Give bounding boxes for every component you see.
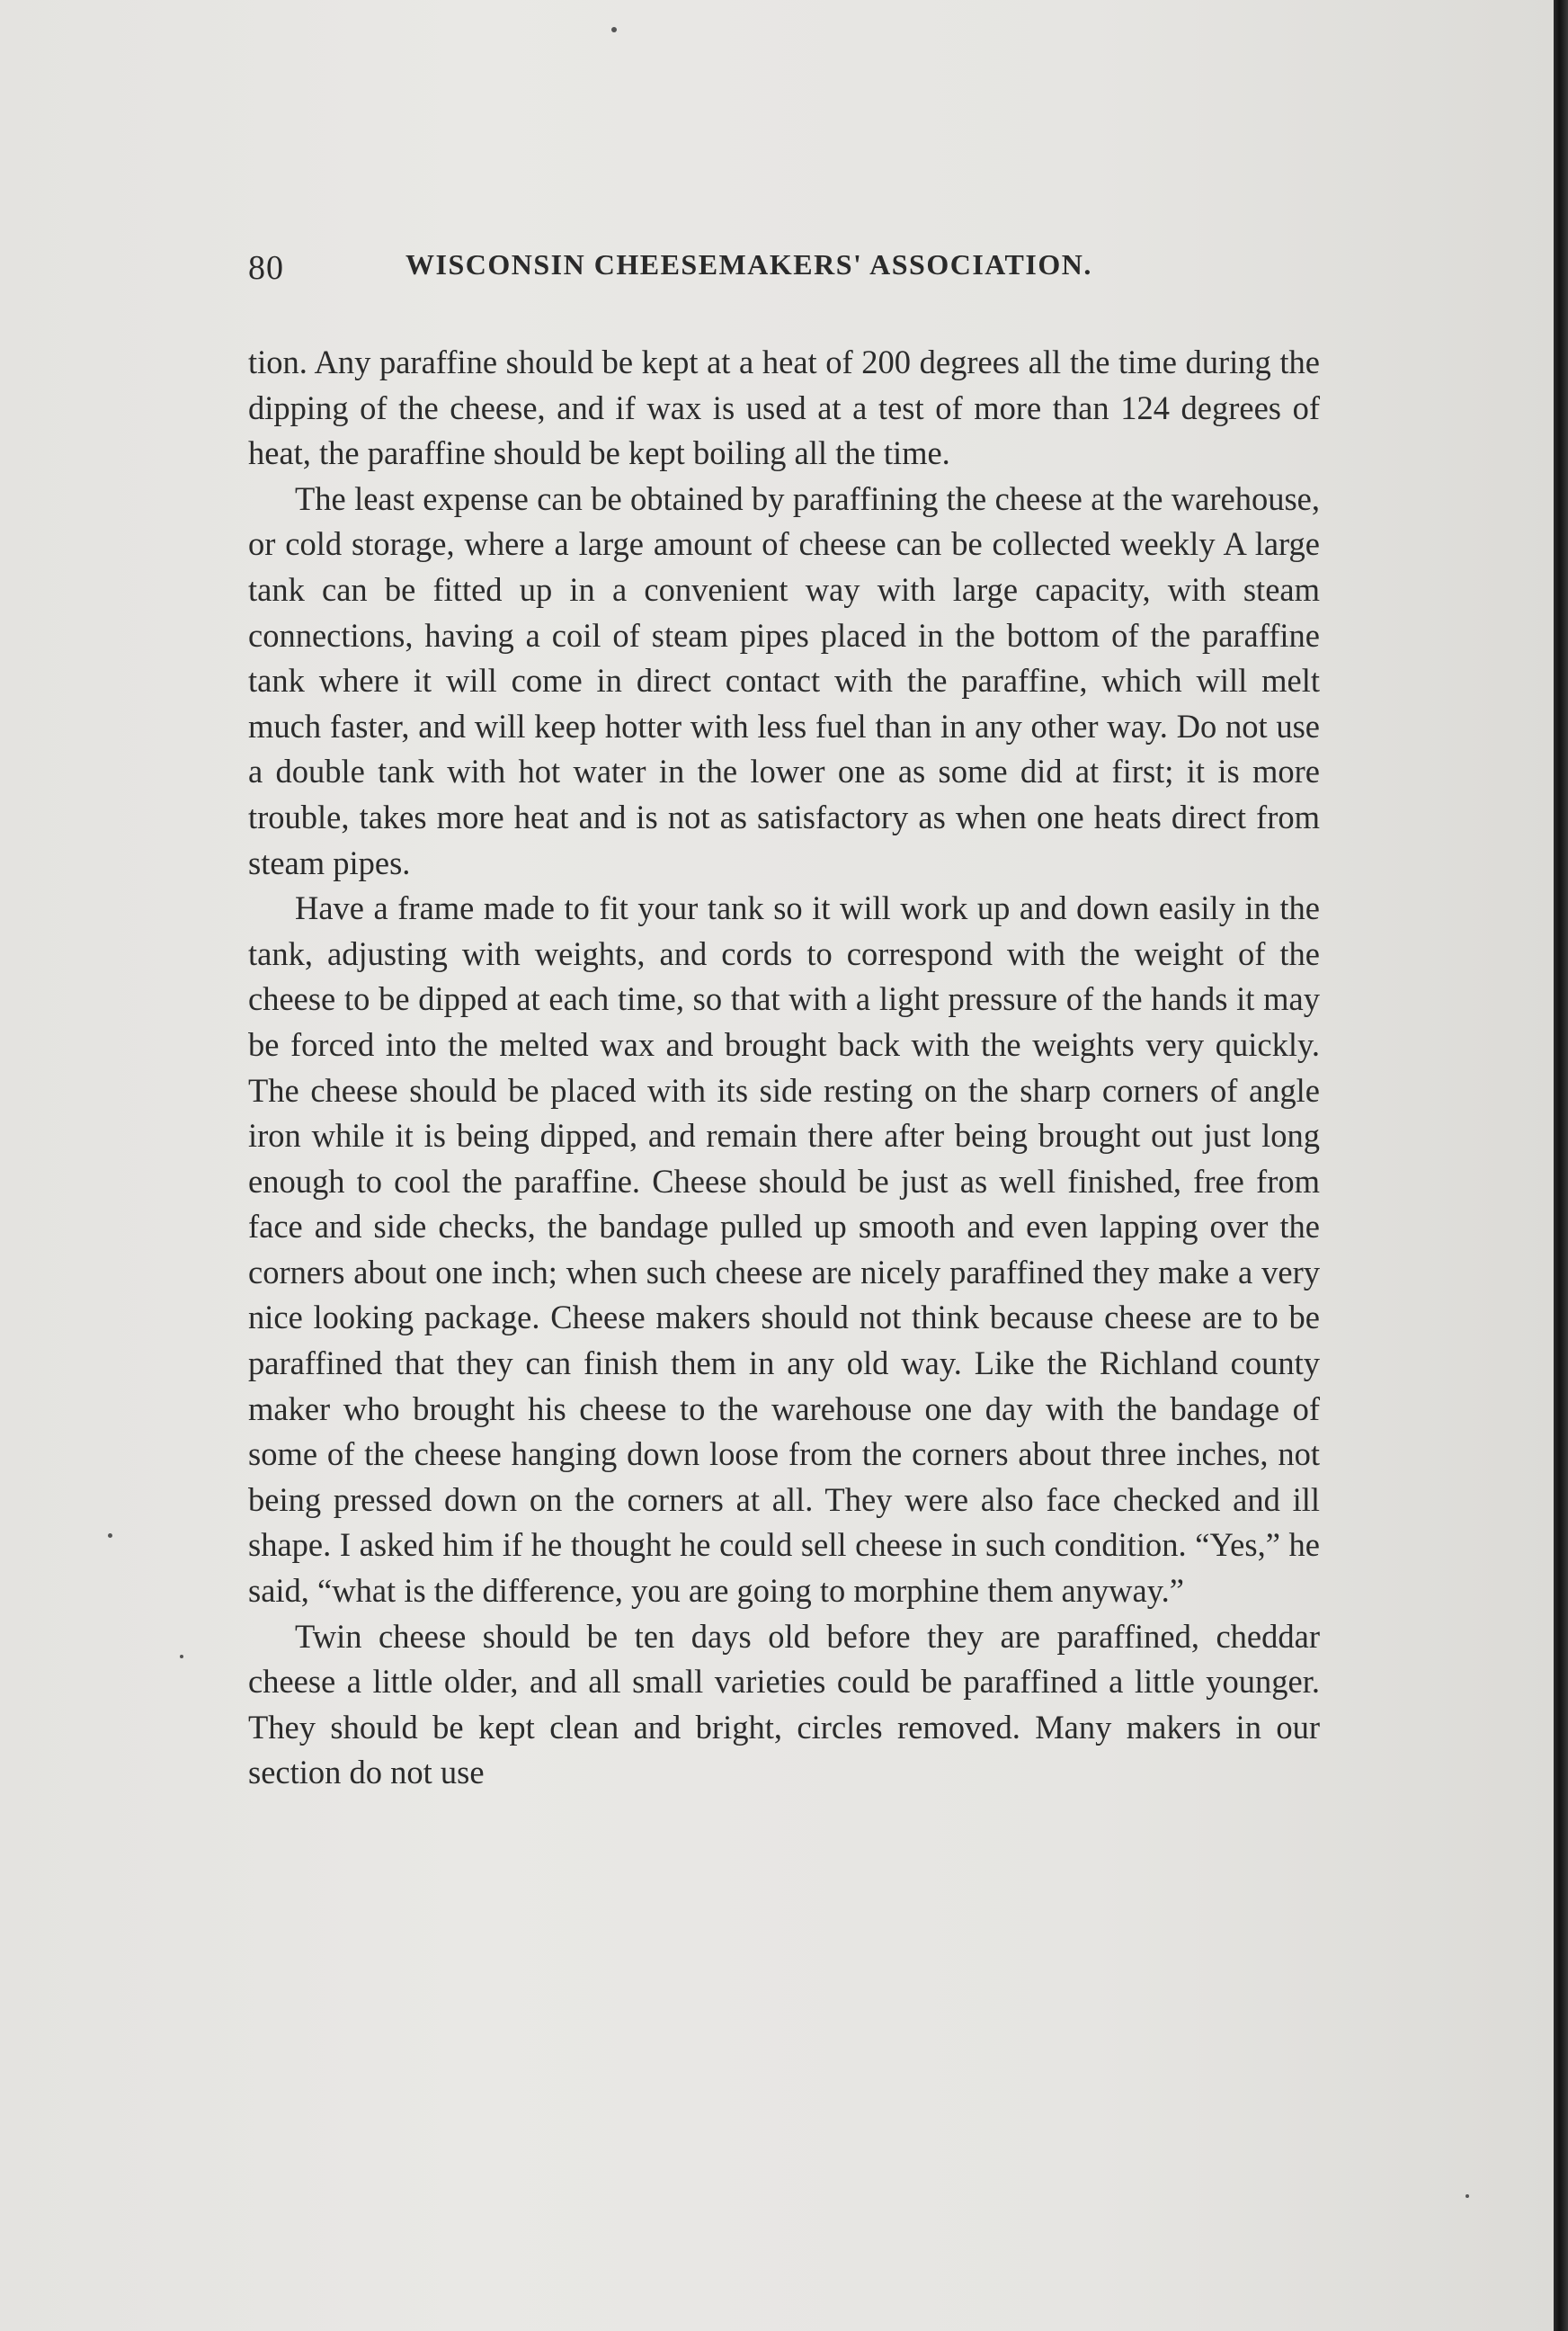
paragraph-2: The least expense can be obtained by paraffining the cheese at the warehouse, or cold storage, where a large amount of cheese can be collected weekly A large tank can be fitted up in a convenient way with large capacity, with steam connections, having a coil of steam pipes placed in the bottom of the paraffine tank where it will come in direct contact with the paraffine, which will melt much faster, and will keep hotter with less fuel than in any other way. Do not use a double tank with hot water in the lower one as some did at first; it is more trouble, takes more heat and is not as satisfactory as when one heats direct from steam pipes. [248, 479, 1320, 881]
paper-speck [108, 1533, 112, 1538]
page-edge-shadow [1554, 0, 1568, 2331]
page-number: 80 [248, 249, 284, 287]
paragraph-3: Have a frame made to fit your tank so it will work up and down easily in the tank, adjusting with weights, and cords to correspond with the weight of the cheese to be dipped at each time, so that with a light pressure of the hands it may be forced into the melted wax and brought back with the weights very quickly. The cheese should be placed with its side resting on the sharp corners of angle iron while it is being dipped, and remain there after being brought out just long enough to cool the paraffine. Cheese should be just as well finished, free from face and side checks, the bandage pulled up smooth and even lapping over the corners about one inch; when such cheese are nicely paraffined they make a very nice looking package. Cheese makers should not think because cheese are to be paraffined that they can finish them in any old way. Like the Richland county maker who brought his cheese to the warehouse one day with the bandage of some of the cheese hanging down loose from the corners about three inches, not being pressed down on the corners at all. They were also face checked and ill shape. I asked him if he thought he could sell cheese in such condition. “Yes,” he said, “what is the difference, you are going to morphine them anyway.” [248, 889, 1320, 1610]
paper-speck [180, 1655, 183, 1658]
running-head: WISCONSIN CHEESEMAKERS' ASSOCIATION. [405, 248, 1092, 281]
body-text [248, 340, 1320, 1796]
paper-speck [1466, 2194, 1469, 2198]
paragraph-4: Twin cheese should be ten days old before they are paraffined, cheddar cheese a little older, and all small varieties could be paraffined a little younger. They should be kept clean and bright, circles removed. Many makers in our section do not use [248, 1617, 1320, 1791]
paragraph-1: tion. Any paraffine should be kept at a heat of 200 degrees all the time during the dipping of the cheese, and if wax is used at a test of more than 124 degrees of heat, the paraffine should be kept boiling all the time. [248, 344, 1320, 472]
page-header [248, 241, 1327, 295]
paper-speck [611, 27, 617, 32]
